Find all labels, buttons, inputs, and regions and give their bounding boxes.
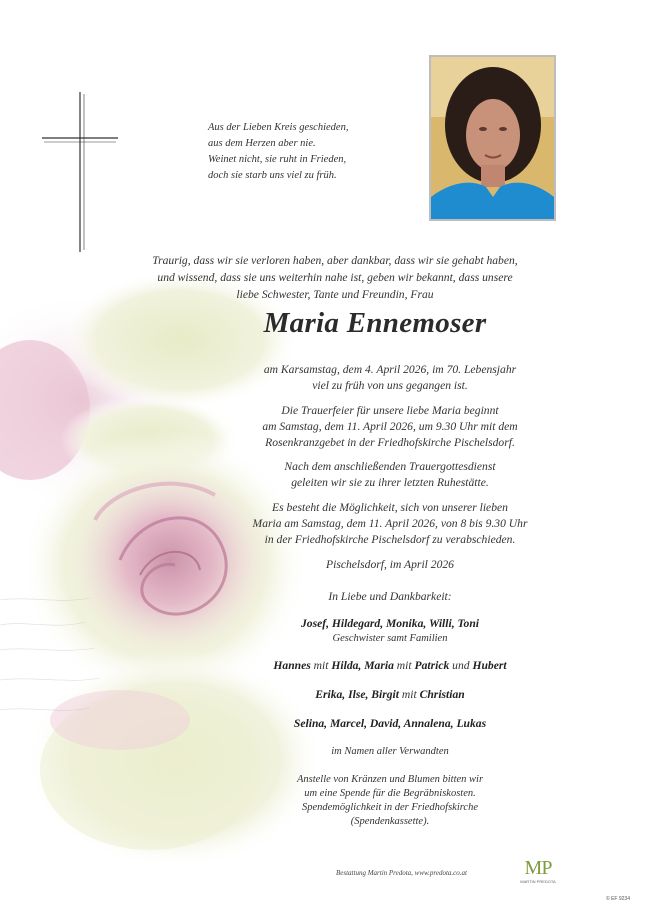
death-info bbox=[210, 362, 570, 394]
funeral-line: Rosenkranzgebet in der Friedhofskirche Pischelsdorf. bbox=[265, 436, 515, 449]
family-line-4 bbox=[210, 716, 570, 732]
connector-text: mit bbox=[310, 659, 332, 672]
funeral-info bbox=[210, 403, 570, 451]
burial-line: Nach dem anschließenden Trauergottesdienst bbox=[284, 460, 496, 473]
family-line-3 bbox=[210, 687, 570, 703]
connector-text: und bbox=[449, 659, 473, 672]
farewell-line: Es besteht die Möglichkeit, sich von unserer lieben bbox=[272, 501, 508, 514]
love-text: In Liebe und Dankbarkeit: bbox=[328, 590, 452, 603]
donation-line: Anstelle von Kränzen und Blumen bitten wir bbox=[296, 774, 484, 785]
funeral-home-logo bbox=[513, 857, 563, 887]
burial-info bbox=[210, 459, 570, 491]
family-name: Erika, Ilse, Birgit bbox=[315, 688, 399, 701]
siblings-names: Josef, Hildegard, Monika, Willi, Toni bbox=[300, 617, 479, 630]
portrait-photo bbox=[429, 55, 556, 221]
family-name: Patrick bbox=[414, 659, 450, 672]
place-date-text: Pischelsdorf, im April 2026 bbox=[326, 558, 454, 571]
relatives bbox=[210, 744, 570, 760]
intro-line: liebe Schwester, Tante und Freundin, Frau bbox=[236, 288, 434, 301]
donation-line: (Spendenkassette). bbox=[350, 816, 430, 827]
family-name: Hubert bbox=[472, 659, 507, 672]
place-date bbox=[210, 557, 570, 573]
intro-text bbox=[100, 252, 570, 303]
connector-text: mit bbox=[393, 659, 415, 672]
relatives-text: im Namen aller Verwandten bbox=[331, 746, 449, 757]
logo-subtitle: MARTIN PREDOTA bbox=[520, 879, 556, 884]
death-line: viel zu früh von uns gegangen ist. bbox=[312, 379, 468, 392]
poem-line: Weinet nicht, sie ruht in Frieden, bbox=[208, 154, 347, 165]
siblings-note: Geschwister samt Familien bbox=[332, 633, 448, 644]
funeral-line: am Samstag, dem 11. April 2026, um 9.30 Uhr mit dem bbox=[262, 420, 518, 433]
family-name: Selina, Marcel, David, Annalena, Lukas bbox=[293, 717, 487, 730]
funeral-line: Die Trauerfeier für unsere liebe Maria beginnt bbox=[281, 404, 499, 417]
siblings bbox=[210, 616, 570, 645]
farewell-line: Maria am Samstag, dem 11. April 2026, von 8 bis 9.30 Uhr bbox=[252, 517, 528, 530]
family-name: Hannes bbox=[273, 659, 311, 672]
intro-line: und wissend, dass sie uns weiterhin nahe ist, geben wir bekannt, dass unsere bbox=[157, 271, 513, 284]
burial-line: geleiten wir sie zu ihrer letzten Ruhestätte. bbox=[291, 476, 489, 489]
family-line-2 bbox=[210, 658, 570, 674]
poem-line: aus dem Herzen aber nie. bbox=[208, 138, 316, 149]
cross-icon bbox=[40, 92, 120, 252]
family-name: Christian bbox=[419, 688, 465, 701]
love-gratitude bbox=[210, 589, 570, 605]
deceased-name: Maria Ennemoser bbox=[263, 307, 487, 339]
funeral-home-text: Bestattung Martin Predota, www.predota.co.at bbox=[336, 869, 467, 877]
family-name: Hilda, Maria bbox=[331, 659, 394, 672]
donation-info bbox=[210, 773, 570, 829]
poem bbox=[208, 120, 418, 184]
copyright-text: © EF 9234 bbox=[606, 896, 630, 902]
poem-line: Aus der Lieben Kreis geschieden, bbox=[208, 122, 349, 133]
donation-line: Spendemöglichkeit in der Friedhofskirche bbox=[301, 802, 479, 813]
logo-letters: MP bbox=[524, 857, 552, 879]
farewell-info bbox=[210, 500, 570, 548]
poem-line: doch sie starb uns viel zu früh. bbox=[208, 170, 337, 181]
farewell-line: in der Friedhofskirche Pischelsdorf zu verabschieden. bbox=[264, 533, 516, 546]
intro-line: Traurig, dass wir sie verloren haben, aber dankbar, dass wir sie gehabt haben, bbox=[152, 254, 518, 267]
connector-text: mit bbox=[399, 688, 420, 701]
death-line: am Karsamstag, dem 4. April 2026, im 70. Lebensjahr bbox=[263, 363, 517, 376]
donation-line: um eine Spende für die Begräbniskosten. bbox=[304, 788, 476, 799]
